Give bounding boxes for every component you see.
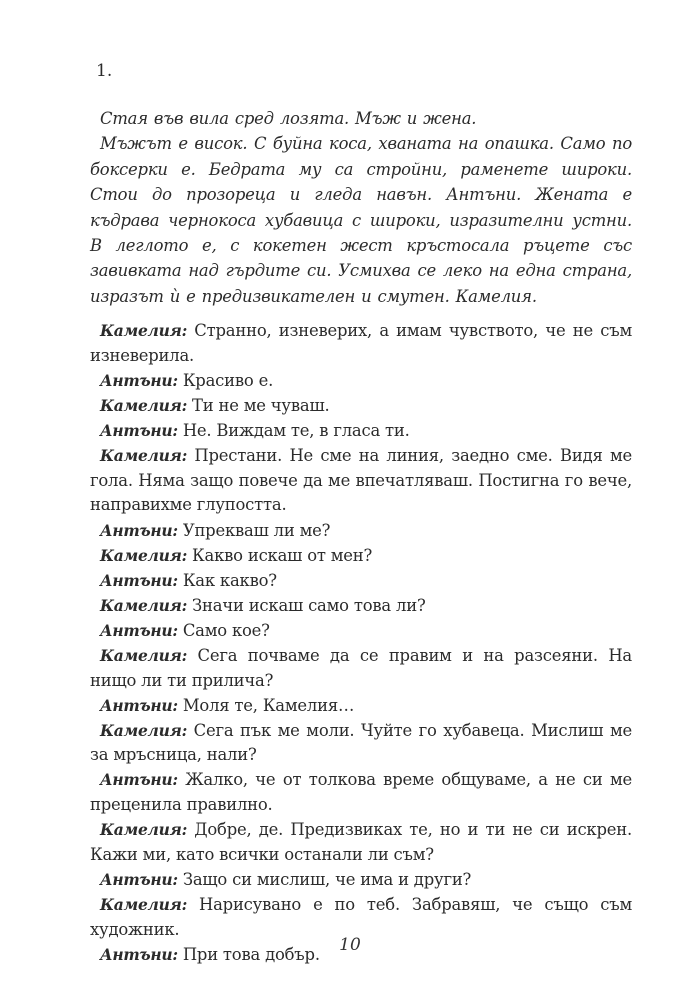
speaker-name: Антъни: [100, 421, 178, 441]
dialogue-text: Значи искаш само това ли? [192, 595, 426, 615]
speaker-name: Антъни: [100, 620, 178, 640]
dialogue-line [90, 644, 632, 693]
speaker-name: Антъни: [100, 570, 178, 590]
dialogue-text: Защо си мислиш, че има и други? [182, 869, 472, 889]
speaker-name: Камелия: [100, 645, 188, 665]
speaker-name: Камелия: [100, 396, 188, 416]
dialogue-line [90, 868, 632, 893]
speaker-name: Камелия: [100, 894, 188, 914]
dialogue-text: Жалко, че от толкова време общуваме, а не си ме преценила правилно. [90, 770, 632, 815]
dialogue-line [90, 394, 632, 419]
dialogue-line [90, 519, 632, 544]
dialogue-text: Само кое? [182, 620, 270, 640]
speaker-name: Антъни: [100, 869, 178, 889]
scene-number: 1. [96, 61, 113, 81]
speaker-name: Антъни: [100, 770, 178, 790]
dialogue-text: Добре, де. Предизвиках те, но и ти не си искрен. Кажи ми, като всички останали ли съм? [90, 820, 633, 864]
page-number: 10 [339, 935, 361, 955]
dialogue-line [90, 719, 632, 768]
dialogue-text: Престани. Не сме на линия, заедно сме. Видя ме гола. Няма защо повече да ме впечатляваш. Постигна го вече, направихме глупостта. [90, 446, 633, 515]
speaker-name: Антъни: [100, 370, 178, 390]
dialogue-line [90, 544, 632, 569]
dialogue-text: Не. Виждам те, в гласа ти. [182, 421, 410, 441]
dialogue-text: Странно, изневерих, а имам чувството, че не съм изневерила. [90, 321, 632, 365]
dialogue-line [90, 818, 632, 867]
dialogue-line [90, 419, 632, 444]
dialogue-text: Красиво е. [182, 370, 274, 390]
dialogue-text: Сега пък ме моли. Чуйте го хубавеца. Мислиш ме за мръсница, нали? [90, 720, 633, 765]
dialogue-text: Моля те, Камелия… [182, 695, 355, 715]
page-content [90, 58, 632, 968]
dialogue-line [90, 768, 632, 817]
dialogue-text: Сега почваме да се правим и на разсеяни. На нищо ли ти прилича? [90, 645, 632, 690]
speaker-name: Камелия: [100, 321, 188, 341]
speaker-name: Камелия: [100, 720, 188, 740]
stage-direction: Стая във вила сред лозята. Мъж и жена. [100, 109, 477, 128]
dialogue-text: При това добър. [182, 944, 320, 964]
speaker-name: Камелия: [100, 446, 188, 466]
speaker-name: Камелия: [100, 820, 188, 840]
dialogue [90, 319, 632, 967]
speaker-name: Антъни: [100, 520, 178, 540]
dialogue-text: Как какво? [182, 570, 277, 590]
dialogue-line [90, 444, 632, 518]
speaker-name: Антъни: [100, 695, 178, 715]
stage-direction: Мъжът е висок. С буйна коса, хваната на опашка. Само по боксерки е. Бедрата му са стройни, раменете широки. Стои до прозореца и гледа навън. Антъни. Жената е къдрава чернокоса хубавица с широки, изразителни устни. В леглото е, с кокетен жест кръстосала ръцете със завивката над гърдите си. Усмихва се леко на една страна, изразът ѝ е предизвикателен и смутен. Камелия. [90, 134, 632, 306]
speaker-name: Камелия: [100, 595, 188, 615]
speaker-name: Камелия: [100, 545, 188, 565]
dialogue-line [90, 319, 632, 368]
dialogue-line [90, 594, 632, 619]
dialogue-text: Какво искаш от мен? [192, 545, 373, 565]
dialogue-text: Ти не ме чуваш. [192, 396, 330, 416]
dialogue-line [90, 369, 632, 394]
dialogue-text: Упрекваш ли ме? [182, 520, 331, 540]
speaker-name: Антъни: [100, 944, 178, 964]
dialogue-line [90, 694, 632, 719]
dialogue-line [90, 619, 632, 644]
dialogue-line [90, 569, 632, 594]
dialogue-text: Нарисувано е по теб. Забравяш, че също съм художник. [90, 894, 633, 939]
